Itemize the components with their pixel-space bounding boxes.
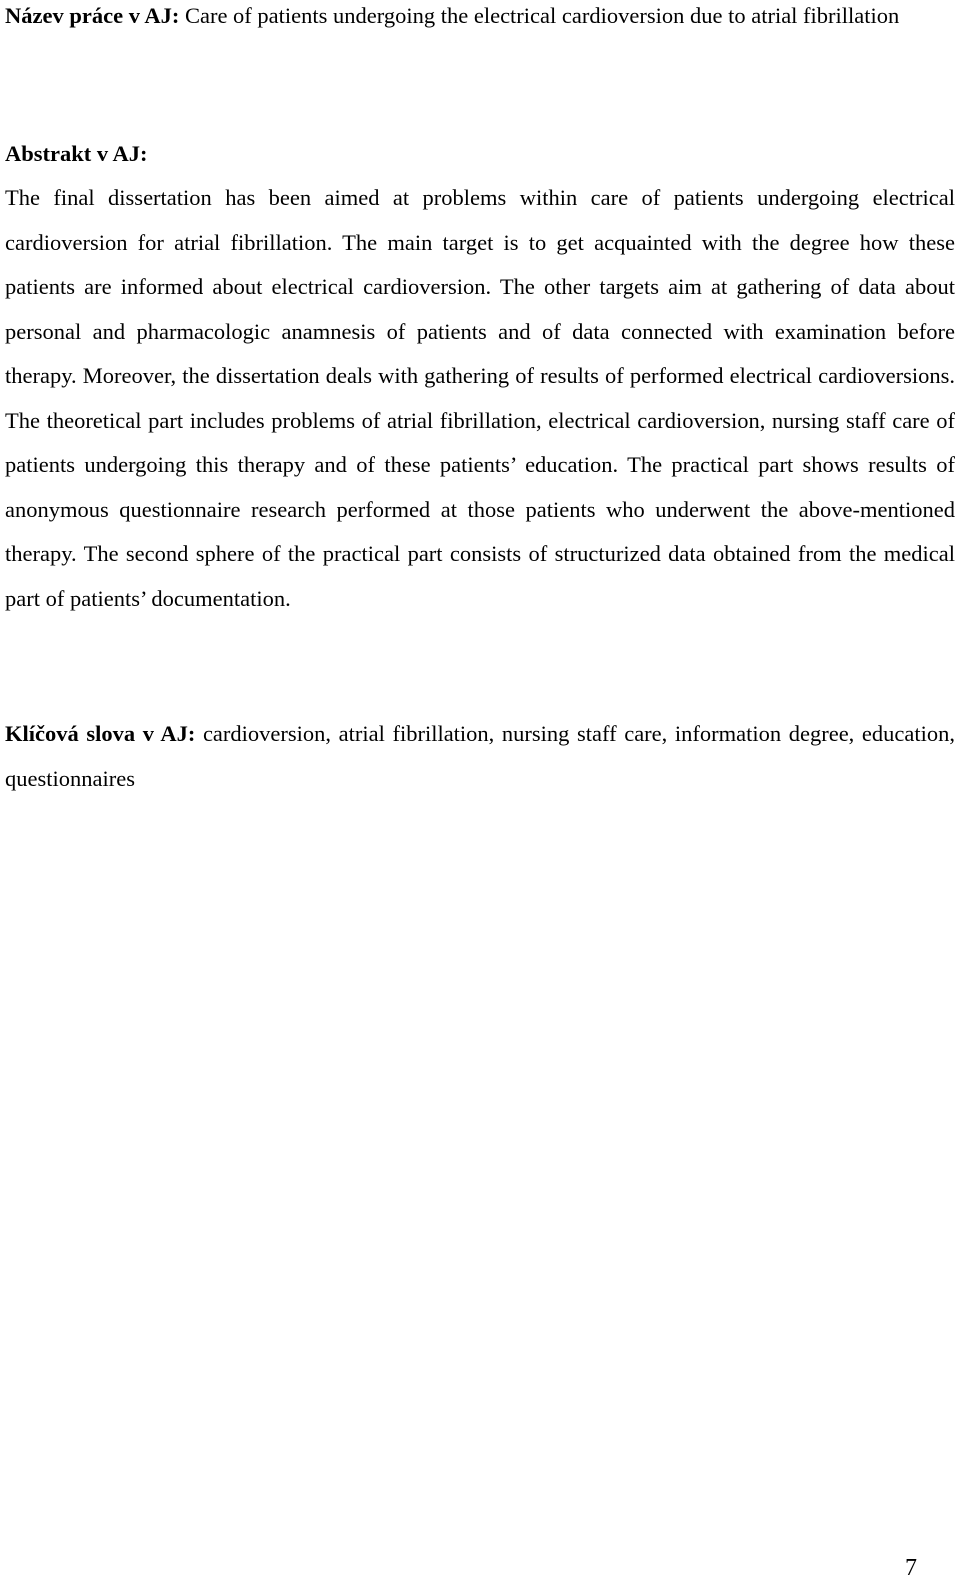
keywords-text: cardioversion, atrial fibrillation, nursing staff care, information degree, education, questionnaires bbox=[5, 721, 955, 791]
abstract-paragraph: The final dissertation has been aimed at problems within care of patients undergoing electrical cardioversion for atrial fibrillation. The main target is to get acquainted with the degree how these patients are informed about electrical cardioversion. The other targets aim at gathering of data about personal and pharmacologic anamnesis of patients and of data connected with examination before therapy. Moreover, the dissertation deals with gathering of results of performed electrical cardioversions. The theoretical part includes problems of atrial fibrillation, electrical cardioversion, nursing staff care of patients undergoing this therapy and of these patients’ education. The practical part shows results of anonymous questionnaire research performed at those patients who underwent the above-mentioned therapy. The second sphere of the practical part consists of structurized data obtained from the medical part of patients’ documentation. bbox=[5, 185, 955, 611]
keywords-paragraph bbox=[5, 712, 955, 801]
keywords-label: Klíčová slova v AJ: bbox=[5, 721, 196, 746]
title-paragraph bbox=[5, 0, 955, 39]
abstract-heading: Abstrakt v AJ: bbox=[5, 141, 148, 166]
page-number: 7 bbox=[905, 1555, 917, 1581]
title-text: Care of patients undergoing the electrical cardioversion due to atrial fibrillation bbox=[184, 3, 900, 28]
title-label: Název práce v AJ: bbox=[5, 3, 180, 28]
